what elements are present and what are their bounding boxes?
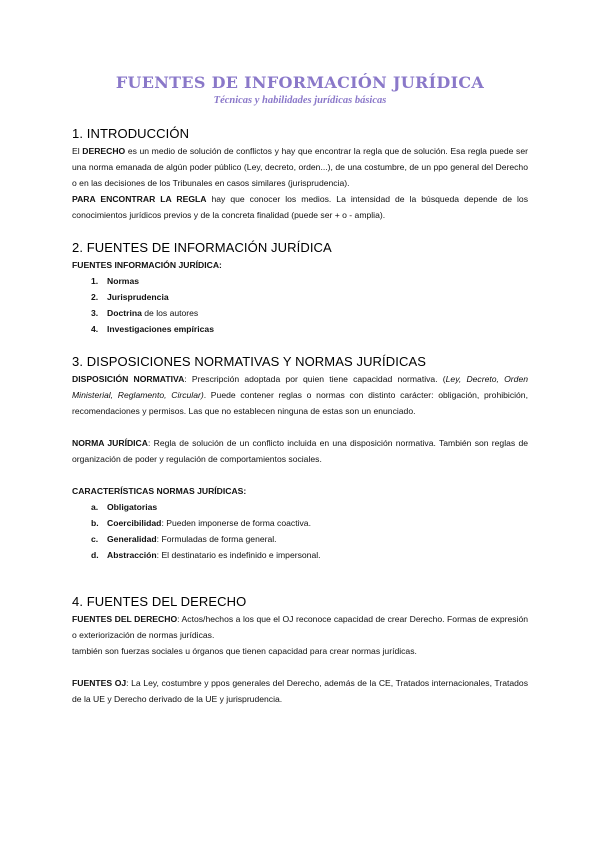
list-item	[72, 531, 528, 547]
text-run: es un medio de solución de conflictos y hay que encontrar la regla que de solución. Esa regla puede ser una norma emanada de algún poder público (Ley, decreto, orden...), de una costumbre, de un ppo general del Derecho o en las decisiones de los Tribunales en casos similares (jurisprudencia).	[72, 146, 528, 188]
bold-term: FUENTES OJ	[72, 678, 127, 688]
document-body	[72, 125, 528, 707]
list-marker: b.	[91, 518, 99, 528]
section-heading-fuentes-informacion: 2. FUENTES DE INFORMACIÓN JURÍDICA	[72, 240, 332, 255]
text-run: : Formuladas de forma general.	[156, 534, 277, 544]
bold-term: Abstracción	[107, 550, 157, 560]
list-item	[72, 321, 528, 337]
text-run: : Pueden imponerse de forma coactiva.	[161, 518, 311, 528]
bold-term: PARA ENCONTRAR LA REGLA	[72, 194, 207, 204]
section-heading-introduccion: 1. INTRODUCCIÓN	[72, 126, 190, 141]
bold-term: Generalidad	[107, 534, 157, 544]
text-run: hay que conocer los medios. La intensidad de la búsqueda depende de los conocimientos jurídicos previos y de la concreta finalidad (puede ser + o - amplia).	[72, 194, 528, 220]
bold-term: FUENTES INFORMACIÓN JURÍDICA:	[72, 260, 222, 270]
paragraph-derecho	[72, 143, 528, 191]
text-run: : Actos/hechos a los que el OJ reconoce capacidad de crear Derecho. Formas de expresión o exteriorización de normas jurídicas.	[72, 614, 529, 640]
paragraph-fuerzas-sociales: también son fuerzas sociales u órganos que tienen capacidad para crear normas jurídicas.	[72, 646, 417, 656]
fuentes-list	[72, 273, 528, 337]
list-marker: c.	[91, 534, 99, 544]
list-item	[72, 273, 528, 289]
bold-term: Doctrina	[107, 308, 142, 318]
section-heading-fuentes-derecho: 4. FUENTES DEL DERECHO	[72, 594, 247, 609]
list-item	[72, 305, 528, 321]
bold-term: Coercibilidad	[107, 518, 162, 528]
bold-term: DISPOSICIÓN NORMATIVA	[72, 374, 185, 384]
bold-term: DERECHO	[82, 146, 126, 156]
list-marker: d.	[91, 550, 99, 560]
list-item	[72, 547, 528, 563]
paragraph-encontrar-regla	[72, 191, 528, 223]
bold-term: CARACTERÍSTICAS NORMAS JURÍDICAS:	[72, 486, 247, 496]
paragraph-fuentes-derecho	[72, 611, 528, 643]
text-run: . Puede contener reglas o normas con distinto carácter: obligación, prohibición, recomendaciones y permisos. Las que no establecen ninguna de estas son un enunciado.	[72, 390, 528, 416]
text-run: : El destinatario es indefinido e impersonal.	[156, 550, 321, 560]
bold-term: FUENTES DEL DERECHO	[72, 614, 178, 624]
bold-term: Normas	[107, 276, 139, 286]
caracteristicas-list	[72, 499, 528, 563]
list-marker: a.	[91, 502, 99, 512]
paragraph-norma-juridica	[72, 435, 528, 467]
text-run: El	[72, 146, 83, 156]
bold-term: NORMA JURÍDICA	[72, 438, 148, 448]
list-marker: 4.	[91, 324, 99, 334]
paragraph-fuentes-oj	[72, 675, 528, 707]
list-item	[72, 289, 528, 305]
list-marker: 3.	[91, 308, 99, 318]
list-label-fuentes	[72, 257, 528, 273]
list-label-caracteristicas	[72, 483, 528, 499]
paragraph-disposicion-normativa	[72, 371, 528, 419]
text-run: : La Ley, costumbre y ppos generales del Derecho, además de la CE, Tratados internacionales, Tratados de la UE y Derecho derivado de la UE y jurisprudencia.	[72, 678, 528, 704]
section-heading-disposiciones: 3. DISPOSICIONES NORMATIVAS Y NORMAS JURÍDICAS	[72, 354, 426, 369]
italic-run: Ley, Decreto, Orden Ministerial, Reglamento, Circular)	[72, 374, 529, 400]
text-run: de los autores	[141, 308, 199, 318]
document-title: FUENTES DE INFORMACIÓN JURÍDICA	[115, 73, 485, 92]
list-marker: 1.	[91, 276, 99, 286]
list-marker: 2.	[91, 292, 99, 302]
text-run: : Prescripción adoptada por quien tiene capacidad normativa. (	[184, 374, 446, 384]
list-item	[72, 499, 528, 515]
bold-term: Jurisprudencia	[107, 292, 169, 302]
text-run: : Regla de solución de un conflicto incluida en una disposición normativa. También son reglas de organización de poder y regulación de comportamientos sociales.	[72, 438, 528, 464]
bold-term: Investigaciones empíricas	[107, 324, 214, 334]
bold-term: Obligatorias	[107, 502, 158, 512]
document-subtitle: Técnicas y habilidades jurídicas básicas	[213, 95, 387, 106]
list-item	[72, 515, 528, 531]
